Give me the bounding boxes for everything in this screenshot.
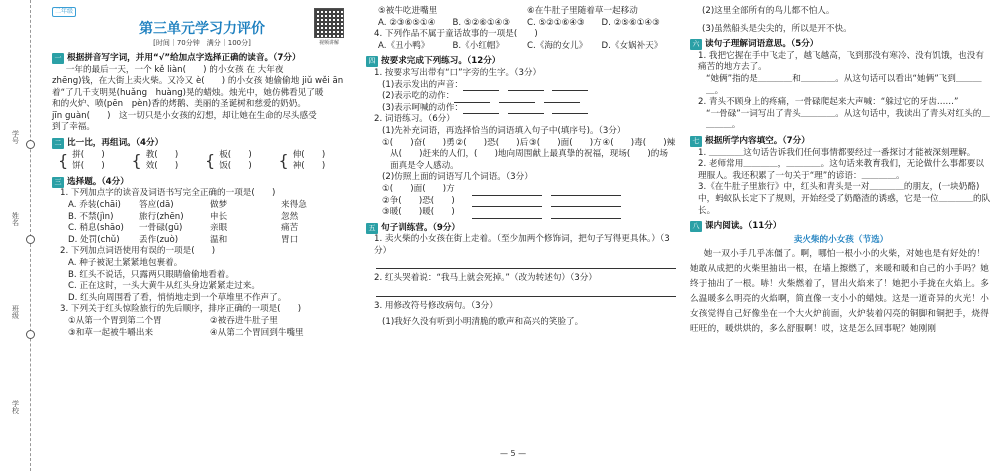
section-1 [52, 53, 352, 65]
option-word: 忽然 [281, 211, 299, 222]
answer-blank[interactable] [551, 210, 621, 219]
passage-line: 着“了几千支明晃(huǎng huàng)晃的蜡烛。烛光中，她仿佛看见了暖 [52, 87, 324, 98]
question: 2. 老师常用＿＿＿＿，＿＿＿＿。这句话来教育我们，无论做什么事都要以理服人。我还积累了一句关于“理”的谚语：＿＿＿＿。 [698, 159, 984, 181]
binding-hole [26, 330, 35, 339]
answer-blank[interactable] [499, 94, 535, 103]
sequence-item: ④从第二个胃回到牛嘴里 [210, 327, 304, 338]
option[interactable]: C. 稍息(shāo) [68, 223, 124, 234]
option-word: 答应(dā) [139, 200, 174, 211]
binding-hole [26, 140, 35, 149]
answer-blank[interactable] [544, 94, 580, 103]
page-title: 第三单元学习力评价 [139, 20, 265, 37]
section-badge: 六 [690, 39, 702, 50]
quote: 1. 我把它握在手中飞走了，越飞越高，飞到那没有寒冷、没有饥饿，也没有痛苦的地方去了。 [698, 50, 984, 73]
section-6 [690, 39, 992, 51]
option[interactable]: C.《海的女儿》 [527, 40, 588, 51]
section-title: 按要求完成下列练习。（12分） [381, 56, 501, 67]
fill-line [366, 91, 676, 103]
option[interactable]: C. ⑤②①⑥④③ [527, 17, 585, 28]
word-a[interactable]: 伸( ) [292, 149, 326, 160]
answer-blank[interactable] [463, 105, 499, 114]
section-title: 比一比，再组词。（4分） [67, 138, 164, 149]
fill-label: (2)表示吃的动作： [382, 91, 455, 102]
section-title: 根据拼音写字词，并用“√”给加点字选择正确的读音。（7分） [67, 52, 301, 63]
option[interactable]: D.《女娲补天》 [601, 40, 663, 51]
sequence-item: ⑤被牛吃进嘴里 [378, 6, 438, 16]
question: 1. 卖火柴的小女孩在街上走着。（至少加两个修饰词，把句子写得更具体。）（3分） [374, 234, 670, 256]
options-grid [366, 41, 676, 53]
option-word: 旅行(zhēn) [139, 211, 184, 222]
option[interactable]: B.《小红帽》 [452, 40, 505, 51]
question: 2. 下列加点词语使用有误的一项是( ) [60, 246, 216, 257]
question: 2. 词语练习。（6分） [374, 114, 455, 125]
binding-strip [0, 0, 40, 471]
label-class: 班级 [11, 305, 20, 319]
option-word: 亲眼 [210, 223, 228, 234]
imitate-example: ②争( )恐( ) [382, 195, 455, 206]
passage-line: 到了幸福。 [52, 122, 95, 133]
sick-sentence: (1)我好久没有听到小明清脆的歌声和高兴的笑脸了。 [382, 316, 584, 327]
section-title: 课内阅读。（11分） [705, 221, 782, 232]
word-pair: { 教( ) 效( ) [131, 149, 179, 172]
story-passage: 她一双小手几乎冻僵了。啊，哪怕一根小小的火柴，对她也是有好处的！她敢从成把的火柴里抽出一根，在墙上擦燃了，来暖和暖和自己的小手吗？她终于抽出了一根。哧！火柴燃着了，冒出火焰来了！她把小手拢在火焰上。多么温暖多么明亮的火焰啊，简直像一支小小的蜡烛。这是一道奇异的火光！小女孩觉得自己好像坐在一个大火炉前面，火炉装着闪亮的铜脚和铜把手，烧得旺旺的，暖烘烘的，多么舒服啊！哎，这是怎么回事呢？她刚刚 [690, 249, 989, 335]
fill-word[interactable]: ④( )毒( )辣 [602, 137, 676, 148]
answer-blank[interactable] [508, 82, 544, 91]
answer-blank[interactable] [454, 94, 490, 103]
section-badge: 二 [52, 138, 64, 149]
label-student-id: 学号 [11, 130, 20, 144]
section-title: 根据所学内容填空。（7分） [705, 135, 810, 146]
question: 3. 用修改符号修改病句。（3分） [374, 301, 498, 312]
question: 1. ＿＿＿＿这句话告诉我们任何事情都要经过一番探讨才能被深刻理解。 [698, 147, 976, 158]
option[interactable]: A.《丑小鸭》 [378, 40, 430, 51]
fill-word[interactable]: ③( )面( )方 [529, 137, 602, 148]
fill-line [366, 103, 676, 115]
fill-label: (3)表示呵喊的动作： [382, 102, 463, 113]
fill-line [366, 80, 676, 92]
answer-line[interactable] [376, 259, 676, 269]
word-b[interactable]: 饭( ) [219, 161, 252, 172]
answer-blank[interactable] [472, 198, 542, 207]
sick-sentence: (3)虽然船头是尖尖的，所以是开不快。 [702, 23, 852, 34]
column-middle [362, 0, 682, 471]
question: “她俩”指的是＿＿＿＿和＿＿＿＿。从这句话可以看出“她俩”飞到＿＿＿＿。 [706, 73, 982, 96]
options-grid [366, 18, 676, 30]
answer-blank[interactable] [551, 198, 621, 207]
question: 3.《在牛肚子里旅行》中，红头和青头是一对＿＿＿＿的朋友，(一块奶酪)中，蚂蚁队长定下了规则，开始经受了奶酪渣的诱惑，它是一位＿＿＿＿的队长。 [698, 182, 991, 216]
passage-line: 一年的最后一天，一个 kě liàn( ) 的小女孩 在 大年夜 [65, 64, 284, 75]
answer-blank[interactable] [472, 210, 542, 219]
question: 1. 下列加点字的读音及词语书写完全正确的一项是( ) [60, 188, 276, 199]
imitate-example: ①( )面( )方 [382, 183, 455, 194]
page-subtitle: [时间｜70分钟 满分｜100分] [153, 39, 251, 48]
option[interactable]: D. 处罚(chǔ) [68, 234, 120, 245]
word-b[interactable]: 效( ) [145, 161, 179, 172]
options-grid [52, 200, 352, 246]
passage-line: 和的火炉、喷(pēn pèn)香的烤鹅、美丽的圣诞树和慈爱的奶奶。 [52, 99, 306, 110]
option-word: 胃口 [281, 234, 299, 245]
fill-words [366, 138, 676, 150]
option[interactable]: C. 正在这时，一头大黄牛从红头身边紧紧走过来。 [68, 281, 260, 292]
section-badge: 七 [690, 136, 702, 147]
option[interactable]: A. 种子被泥土紧紧地包裹着。 [68, 258, 183, 269]
label-school: 学校 [11, 400, 20, 414]
grade-tag: 二年级 [52, 7, 76, 17]
word-pair: { 伸( ) 神( ) [278, 149, 326, 172]
sub-question: (1)先补充词语，再选择恰当的词语填入句子中(填序号)。（3分） [382, 125, 626, 136]
sub-question: (2)仿照上面的词语写几个词语。（3分） [382, 172, 533, 183]
option-word: 来得急 [281, 200, 307, 211]
section-4 [366, 56, 676, 68]
option[interactable]: A. 乔装(chāi) [68, 200, 121, 211]
imitate-example: ③暖( )暖( ) [382, 207, 455, 218]
word-a[interactable]: 拼( ) [72, 149, 105, 160]
answer-blank[interactable] [552, 105, 588, 114]
section-badge: 三 [52, 177, 64, 188]
column-left [40, 0, 358, 471]
option[interactable]: B. 红头不说话，只露两只眼睛偷偷地看着。 [68, 269, 235, 280]
section-5 [366, 223, 676, 235]
word-pairs [58, 150, 352, 173]
sequence-items [52, 316, 352, 339]
sick-sentence: (2)这里全部所有的鸟儿都不怕人。 [702, 6, 835, 16]
word-b[interactable]: 神( ) [292, 161, 326, 172]
question: 3. 下列关于红头惊险旅行的先后顺序，排序正确的一项是( ) [60, 304, 302, 315]
binding-hole [26, 235, 35, 244]
section-3 [52, 177, 352, 189]
imitate-line [366, 196, 676, 208]
option-word: 温和 [210, 234, 228, 245]
option-word: 申长 [210, 211, 228, 222]
qr-label: 视频讲解 [318, 40, 339, 46]
word-a[interactable]: 板( ) [219, 149, 252, 160]
sequence-item: ⑥在牛肚子里随着草一起移动 [527, 6, 638, 16]
imitate-line [366, 184, 676, 196]
option-word: 痛苦 [281, 223, 299, 234]
section-7 [690, 136, 992, 148]
word-pair: { 拼( ) 饼( ) [58, 149, 105, 172]
label-name: 姓名 [11, 212, 20, 226]
option-word: 丢作(zuò) [139, 234, 179, 245]
section-8 [690, 221, 992, 233]
answer-blank[interactable] [472, 187, 542, 196]
word-b[interactable]: 饼( ) [72, 161, 105, 172]
sequence-item: ③和草一起被牛嚼出来 [68, 327, 154, 338]
sequence-item: ②被吞进牛肚子里 [210, 315, 278, 326]
fill-sentence: 从( )赶来的人们，( )地向周围献上最真挚的祝福，现场( )的场面真是令人感动。 [390, 149, 668, 171]
section-title: 句子训练营。（9分） [381, 222, 461, 233]
quote: 2. 青头不顾身上的疼痛，一骨碌爬起来大声喊：“躲过它的牙齿……” [698, 97, 959, 108]
option[interactable]: D. 红头向周围看了看，悄悄地走到一个草堆里不作声了。 [68, 292, 287, 303]
answer-blank[interactable] [551, 187, 621, 196]
question: 1. 按要求写出带有“口”字旁的生字。（3分） [374, 67, 542, 78]
section-badge: 五 [366, 223, 378, 234]
option[interactable]: A. ②③⑥⑤①④ [378, 17, 436, 28]
answer-blank[interactable] [463, 82, 499, 91]
answer-blank[interactable] [508, 105, 544, 114]
section-title: 读句子理解词语意思。（5分） [705, 39, 819, 50]
fill-word[interactable]: ②( )恐( )后 [455, 137, 529, 148]
section-title: 选择题。（4分） [67, 176, 129, 187]
sequence-item: ①从第一个胃到第二个胃 [68, 315, 162, 326]
section-badge: 一 [52, 53, 64, 64]
option-word: 做梦 [210, 200, 228, 211]
section-2 [52, 138, 352, 150]
fill-word[interactable]: ①( )奋( )勇 [382, 137, 455, 148]
story-title: 卖火柴的小女孩（节选） [793, 234, 889, 245]
passage-line: jīn guàn( ) 这一切只是小女孩的幻想，却让她在生命的尽头感受 [52, 110, 317, 121]
column-right [686, 0, 1000, 471]
page-number: — 5 — [500, 449, 527, 458]
section-badge: 四 [366, 56, 378, 67]
answer-blank[interactable] [552, 82, 588, 91]
option-word: 一骨碌(gū) [139, 223, 183, 234]
option[interactable]: D. ②⑤⑥①④③ [601, 17, 660, 28]
qr-code-icon[interactable] [314, 8, 344, 38]
passage-line: zhēng)钱，在大街上卖火柴。又冷又 è( ) 的小女孩 她偷偷地 jiǔ wěi ān [52, 76, 344, 87]
question: 4. 下列作品不属于童话故事的一项是( ) [374, 29, 538, 40]
word-pair: { 板( ) 饭( ) [205, 149, 252, 172]
option[interactable]: B. ⑤②⑥①④③ [452, 17, 511, 28]
imitate-line [366, 207, 676, 219]
section-badge: 八 [690, 221, 702, 232]
answer-line[interactable] [376, 287, 676, 297]
question: 2. 红头哭着说：“我马上就会死掉。”（改为转述句）（3分） [374, 273, 597, 284]
word-a[interactable]: 教( ) [145, 149, 179, 160]
option[interactable]: B. 不禁(jìn) [68, 211, 114, 222]
question: “一骨碌”一词写出了青头＿＿＿＿。从这句话中，我读出了青头对红头的＿＿＿＿。 [706, 108, 990, 131]
sequence-items [366, 6, 676, 18]
fill-label: (1)表示发出的声音： [382, 79, 463, 90]
